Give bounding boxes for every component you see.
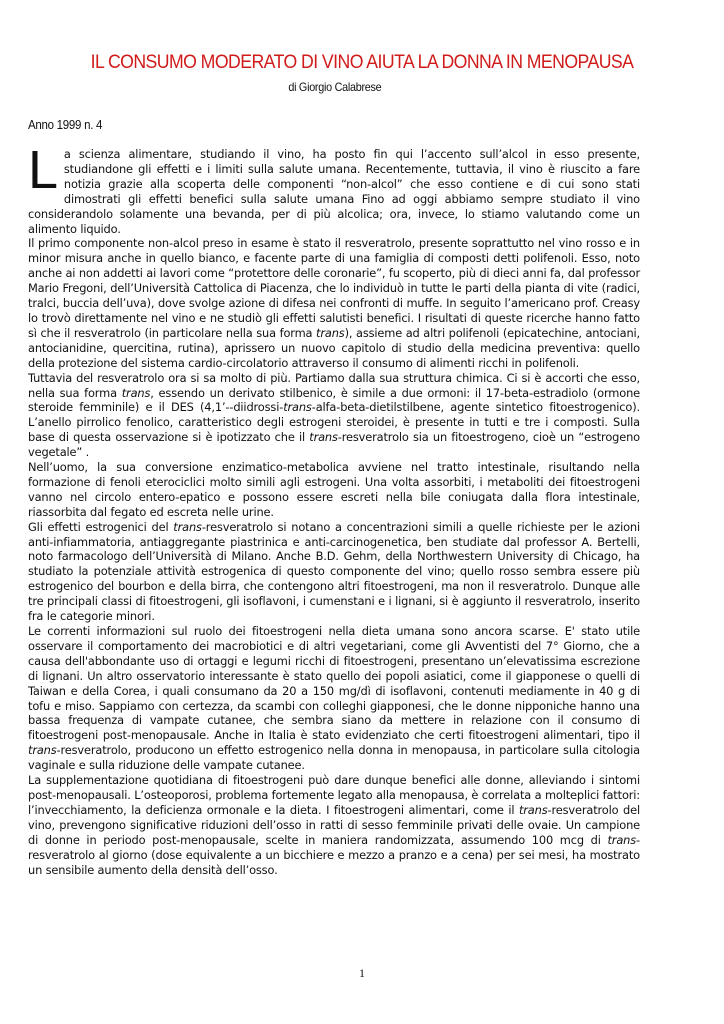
paragraph-1 <box>28 140 640 236</box>
paragraph-1-text: a scienza alimentare, studiando il vino, ha posto fin qui l’accento sull’alcol in esso presente, studiandone gli effetti e i limiti sulla salute umana. Recentemente, tuttavia, il vino è riuscito a fare notizia grazie alla scoperta delle componenti “non-alcol” che esso contiene e di cui sono stati dimostrati gli effetti benefici sulla salute umana Fino ad oggi abbiamo sempre studiato il vino considerandolo solamente una bevanda, per di più alcolica; ora, invece, lo stiamo valutando come un alimento liquido. <box>28 147 640 236</box>
article-author: di Giorgio Calabrese <box>287 80 381 94</box>
paragraph-7: La supplementazione quotidiana di fitoestrogeni può dare dunque benefici alle donne, alleviando i sintomi post-menopausali. L’osteoporosi, problema fortemente legato alla menopausa, è correlata a molteplici fattori: l’invecchiamento, la deficienza ormonale e la dieta. I fitoestrogeni alimentari, come il trans-resveratrolo del vino, prevengono significative riduzioni dell’osso in ratti di sesso femminile privati delle ovaie. Un campione di donne in periodo post-menopausale, scelte in maniera randomizzata, assumendo 100 mcg di trans-resveratrolo al giorno (dose equivalente a un bicchiere e mezzo a pranzo e a cena) per sei mesi, ha mostrato un sensibile aumento della densità dell’osso. <box>28 773 640 877</box>
paragraph-5: Gli effetti estrogenici del trans-resveratrolo si notano a concentrazioni simili a quelle richieste per le azioni anti-infiammatoria, antiaggregante piastrinica e anti-carcinogenetica, ben studiate dal professor A. Bertelli, noto farmacologo dell’Università di Milano. Anche B.D. Gehm, della Northwestern University di Chicago, ha studiato la potenziale attività estrogenica di questo componente del vino; quello rosso sembra essere più estrogenico del bourbon e della birra, che contengono altri fitoestrogeni, ma non il resveratrolo. Dunque alle tre principali classi di fitoestrogeni, gli isoflavoni, i cumenstani e i lignani, si è aggiunto il resveratrolo, inserito fra le categorie minori. <box>28 519 640 624</box>
issue-label: Anno 1999 n. 4 <box>28 118 103 132</box>
article-title: IL CONSUMO MODERATO DI VINO AIUTA LA DONNA IN MENOPAUSA <box>90 52 634 73</box>
article-body <box>28 140 641 877</box>
drop-cap: L <box>28 140 58 200</box>
paragraph-6: Le correnti informazioni sul ruolo dei fitoestrogeni nella dieta umana sono ancora scarse. E' stato utile osservare il comportamento dei macrobiotici e di altri vegetariani, come gli Avventisti del 7° Giorno, che a causa dell'abbondante uso di ortaggi e legumi ricchi di fitoestrogeni, presentano un’elevatissima escrezione di lignani. Un altro osservatorio interessante è stato quello dei popoli asiatici, come il giapponese o quelli di Taiwan e della Corea, i quali consumano da 20 a 150 mg/dì di isoflavoni, contenuti mediamente in 40 g di tofu e miso. Sappiamo con certezza, da scambi con colleghi giapponesi, che le donne nipponiche hanno una bassa frequenza di vampate cutanee, che sembra siano da mettere in relazione con il consumo di fitoestrogeni post-menopausale. Anche in Italia è stato evidenziato che certi fitoestrogeni alimentari, tipo il trans-resveratrolo, producono un effetto estrogenico nella donna in menopausa, in particolare sulla citologia vaginale e sulla riduzione delle vampate cutanee. <box>28 624 640 773</box>
paragraph-2: Il primo componente non-alcol preso in esame è stato il resveratrolo, presente soprattutto nel vino rosso e in minor misura anche in quello bianco, e facente parte di una famiglia di composti detti polifenoli. Esso, noto anche ai non addetti ai lavori come “protettore delle coronarie”, fu scoperto, più di dieci anni fa, dal professor Mario Fregoni, dell’Università Cattolica di Piacenza, che lo individuò in tutte le parti della pianta di vite (radici, tralci, buccia dell’uva), dove svolge azione di difesa nei confronti di muffe. In seguito l’americano prof. Creasy lo trovò direttamente nel vino e ne studiò gli effetti salutisti benefici. I risultati di queste ricerche hanno fatto sì che il resveratrolo (in particolare nella sua forma trans), assieme ad altri polifenoli (epicatechine, antociani, antocianidine, quercitina, rutina), aprissero un nuovo capitolo di studio della medicina preventiva: quello della protezione del sistema cardio-circolatorio attraverso il consumo di alimenti ricchi in polifenoli. <box>28 236 641 370</box>
paragraph-3: Tuttavia del resveratrolo ora si sa molto di più. Partiamo dalla sua struttura chimica. Ci si è accorti che esso, nella sua forma trans, essendo un derivato stilbenico, è simile a due ormoni: il 17-beta-estradiolo (ormone steroide femminile) e il DES (4,1’--diidrossi-trans-alfa-beta-dietilstilbene, agente sintetico fitoestrogenico). L’anello pirrolico fenolico, caratteristico degli estrogeni steroidei, è presente in tutti e tre i composti. Sulla base di questa osservazione si è ipotizzato che il trans-resveratrolo sia un fitoestrogeno, cioè un “estrogeno vegetale” . <box>28 370 641 460</box>
page-number: 1 <box>359 966 365 980</box>
paragraph-4: Nell’uomo, la sua conversione enzimatico-metabolica avviene nel tratto intestinale, risultando nella formazione di fenoli eterociclici molto simili agli estrogeni. Una volta assorbiti, i metaboliti dei fitoestrogeni vanno nel circolo entero-epatico e possono essere escreti nella bile coniugata dalla flora intestinale, riassorbita dal fegato ed escreta nelle urine. <box>28 460 640 519</box>
